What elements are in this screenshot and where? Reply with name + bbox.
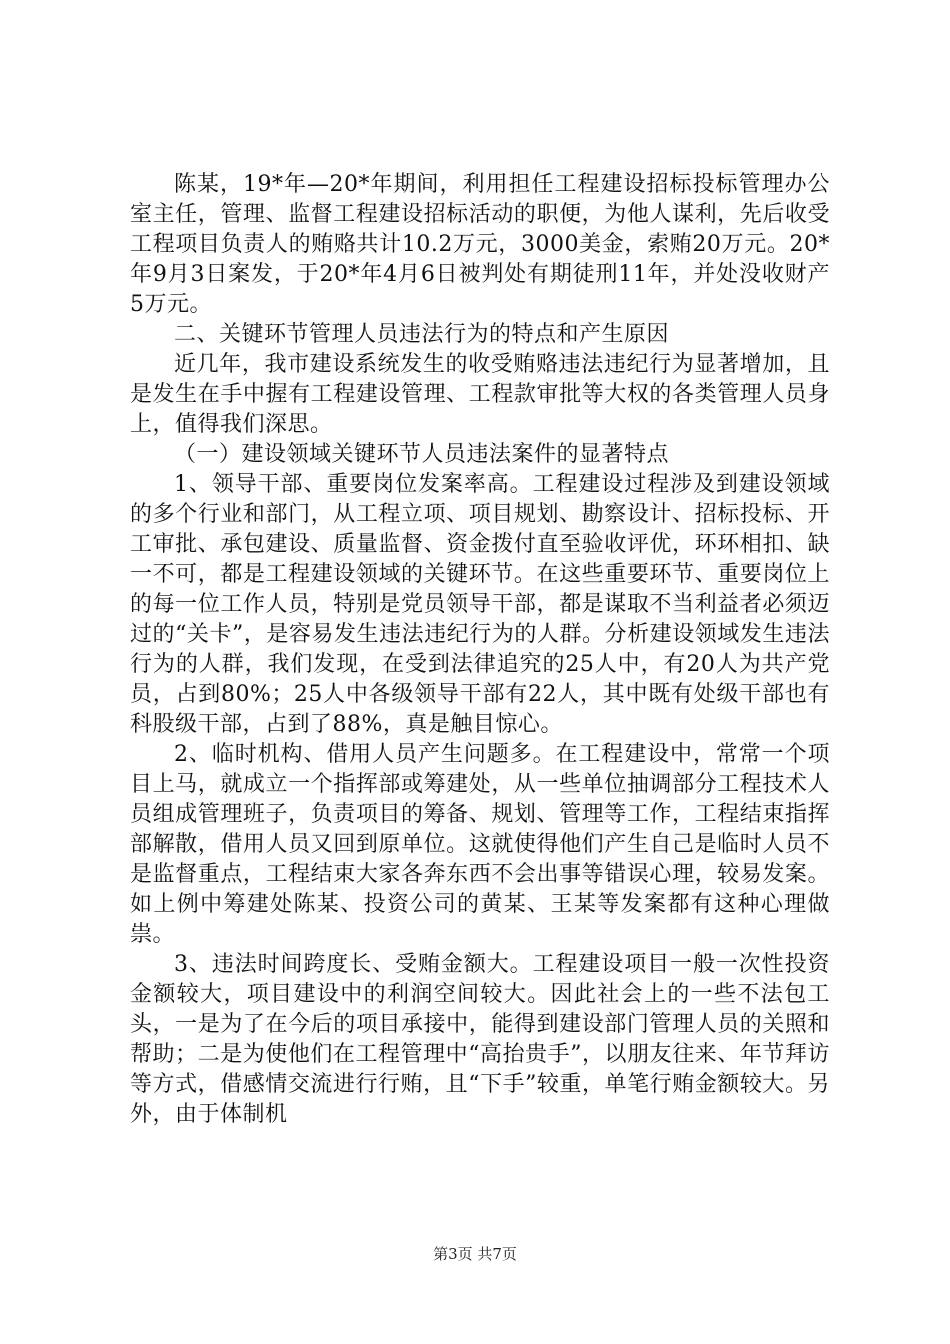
intro-paragraph: 近几年，我市建设系统发生的收受贿赂违法违纪行为显著增加，且是发生在手中握有工程建设管理、工程款审批等大权的各类管理人员身上，值得我们深思。 (130, 352, 830, 437)
subsection-heading-1: （一）建设领域关键环节人员违法案件的显著特点 (174, 442, 670, 467)
point-paragraph-3: 3、违法时间跨度长、受贿金额大。工程建设项目一般一次性投资金额较大，项目建设中的利润空间较大。因此社会上的一些不法包工头，一是为了在今后的项目承接中，能得到建设部门管理人员的关照和帮助；二是为使他们在工程管理中“高抬贵手”，以朋友往来、年节拜访等方式，借感情交流进行行贿，且“下手”较重，单笔行贿金额较大。另外，由于体制机 (130, 952, 830, 1127)
document-body (130, 170, 830, 1130)
point-paragraph-1: 1、领导干部、重要岗位发案率高。工程建设过程涉及到建设领域的多个行业和部门，从工程立项、项目规划、勘察设计、招标投标、开工审批、承包建设、质量监督、资金拨付直至验收评优，环环相扣、缺一不可，都是工程建设领域的关键环节。在这些重要环节、重要岗位上的每一位工作人员，特别是党员领导干部，都是谋取不当利益者必须迈过的“关卡”，是容易发生违法违纪行为的人群。分析建设领域发生违法行为的人群，我们发现，在受到法律追究的25人中，有20人为共产党员，占到80%；25人中各级领导干部有22人，其中既有处级干部也有科股级干部，占到了88%，真是触目惊心。 (130, 472, 830, 737)
point-paragraph-2: 2、临时机构、借用人员产生问题多。在工程建设中，常常一个项目上马，就成立一个指挥部或筹建处，从一些单位抽调部分工程技术人员组成管理班子，负责项目的筹备、规划、管理等工作，工程结束指挥部解散，借用人员又回到原单位。这就使得他们产生自己是临时人员不是监督重点，工程结束大家各奔东西不会出事等错误心理，较易发案。如上例中筹建处陈某、投资公司的黄某、王某等发案都有这种心理做祟。 (130, 742, 830, 947)
section-heading-2: 二、关键环节管理人员违法行为的特点和产生原因 (174, 322, 670, 347)
case-paragraph-chen: 陈某，19*年—20*年期间，利用担任工程建设招标投标管理办公室主任，管理、监督工程建设招标活动的职便，为他人谋利，先后收受工程项目负责人的贿赂共计10.2万元，3000美金，索贿20万元。20*年9月3日案发，于20*年4月6日被判处有期徒刑11年，并处没收财产5万元。 (130, 172, 830, 317)
page-number-footer: 第3页 共7页 (433, 1245, 517, 1263)
